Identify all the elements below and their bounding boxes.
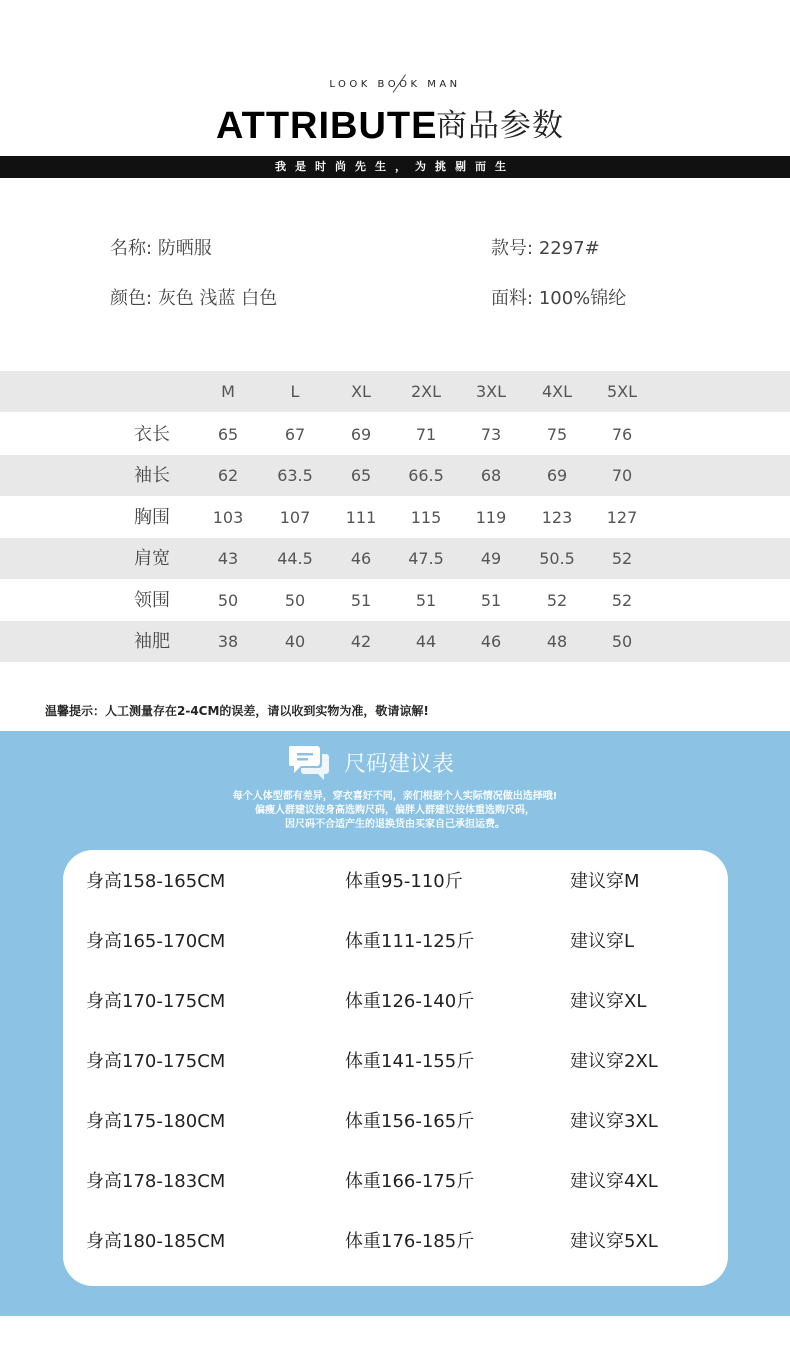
- weight-range: 体重176-185斤: [345, 1231, 475, 1252]
- fabric-value: 100%锦纶: [538, 288, 627, 309]
- table-cell: 65: [350, 466, 372, 485]
- weight-range: 体重166-175斤: [345, 1171, 475, 1192]
- table-cell: 75: [546, 425, 568, 444]
- suggested-size: 建议穿3XL: [570, 1111, 658, 1132]
- table-cell: 68: [480, 466, 502, 485]
- table-cell: 42: [350, 632, 372, 651]
- row-label: 袖长: [134, 465, 170, 486]
- slogan: 我是时尚先生，为挑剔而生: [275, 160, 515, 173]
- table-cell: 47.5: [408, 549, 444, 568]
- weight-range: 体重141-155斤: [345, 1051, 475, 1072]
- table-cell: 44.5: [277, 549, 313, 568]
- table-cell: 50: [611, 632, 633, 651]
- height-range: 身高180-185CM: [86, 1231, 226, 1252]
- table-cell: 62: [217, 466, 239, 485]
- table-cell: 38: [217, 632, 239, 651]
- suggested-size: 建议穿4XL: [570, 1171, 658, 1192]
- row-label: 肩宽: [134, 548, 170, 569]
- table-cell: 50: [284, 591, 306, 610]
- color-label: 颜色:: [110, 288, 153, 309]
- color-value: 灰色 浅蓝 白色: [157, 288, 278, 309]
- recommend-title: 尺码建议表: [344, 752, 455, 777]
- height-range: 身高175-180CM: [86, 1111, 226, 1132]
- table-cell: 65: [217, 425, 239, 444]
- table-cell: 48: [546, 632, 568, 651]
- table-cell: 115: [410, 508, 442, 527]
- code-label: 款号:: [491, 238, 534, 259]
- suggested-size: 建议穿XL: [570, 991, 647, 1012]
- weight-range: 体重126-140斤: [345, 991, 475, 1012]
- product-color: [110, 287, 277, 311]
- table-row: [0, 538, 790, 579]
- row-label: 衣长: [134, 424, 170, 445]
- table-cell: 103: [212, 508, 244, 527]
- title-english: ATTRIBUTE: [216, 105, 438, 147]
- table-cell: 66.5: [408, 466, 444, 485]
- table-cell: 43: [217, 549, 239, 568]
- col-header: 4XL: [541, 382, 573, 401]
- weight-range: 体重95-110斤: [345, 871, 463, 892]
- weight-range: 体重156-165斤: [345, 1111, 475, 1132]
- height-range: 身高158-165CM: [86, 871, 226, 892]
- col-header: 2XL: [410, 382, 442, 401]
- name-value: 防晒服: [157, 238, 212, 259]
- table-cell: 46: [350, 549, 372, 568]
- title-chinese: 商品参数: [436, 108, 564, 144]
- table-cell: 107: [279, 508, 311, 527]
- suggested-size: 建议穿5XL: [570, 1231, 658, 1252]
- product-code: [491, 237, 600, 261]
- height-range: 身高165-170CM: [86, 931, 226, 952]
- table-row: [0, 497, 790, 538]
- fabric-label: 面料:: [491, 288, 534, 309]
- col-header: L: [290, 382, 300, 401]
- height-range: 身高170-175CM: [86, 991, 226, 1012]
- table-cell: 123: [541, 508, 573, 527]
- table-cell: 49: [480, 549, 502, 568]
- table-row: [0, 621, 790, 662]
- chat-bubbles-icon: [289, 742, 331, 784]
- recommend-note: 因尺码不合适产生的退换货由买家自己承担运费。: [285, 819, 505, 830]
- table-cell: 119: [475, 508, 507, 527]
- table-row: [0, 580, 790, 621]
- recommend-note: 偏瘦人群建议按身高选购尺码，偏胖人群建议按体重选购尺码，: [255, 805, 535, 816]
- col-header: 3XL: [475, 382, 507, 401]
- table-cell: 52: [611, 591, 633, 610]
- suggested-size: 建议穿L: [570, 931, 635, 952]
- table-cell: 51: [415, 591, 437, 610]
- weight-range: 体重111-125斤: [345, 931, 475, 952]
- suggested-size: 建议穿M: [570, 871, 640, 892]
- table-cell: 52: [546, 591, 568, 610]
- col-header: M: [221, 382, 235, 401]
- table-row: [0, 414, 790, 455]
- col-header: XL: [351, 382, 371, 401]
- row-label: 领围: [134, 590, 170, 611]
- height-range: 身高170-175CM: [86, 1051, 226, 1072]
- table-cell: 50: [217, 591, 239, 610]
- table-header-row: [0, 371, 790, 412]
- suggested-size: 建议穿2XL: [570, 1051, 658, 1072]
- table-cell: 52: [611, 549, 633, 568]
- brand-line: LOOK BOOK MAN: [329, 79, 461, 90]
- row-label: 胸围: [134, 507, 170, 528]
- table-cell: 73: [480, 425, 502, 444]
- table-cell: 111: [345, 508, 377, 527]
- table-cell: 71: [415, 425, 437, 444]
- measurement-tip: 温馨提示：人工测量存在2-4CM的误差，请以收到实物为准，敬请谅解!: [45, 704, 429, 718]
- recommend-note: 每个人体型都有差异，穿衣喜好不同，亲们根据个人实际情况做出选择哦!: [232, 791, 558, 802]
- table-cell: 76: [611, 425, 633, 444]
- table-cell: 51: [350, 591, 372, 610]
- table-cell: 127: [606, 508, 638, 527]
- table-cell: 44: [415, 632, 437, 651]
- table-cell: 46: [480, 632, 502, 651]
- table-cell: 70: [611, 466, 633, 485]
- col-header: 5XL: [606, 382, 638, 401]
- product-fabric: [491, 287, 626, 311]
- height-range: 身高178-183CM: [86, 1171, 226, 1192]
- recommend-card: [63, 850, 728, 1286]
- table-cell: 63.5: [277, 466, 313, 485]
- table-cell: 69: [350, 425, 372, 444]
- table-row: [0, 455, 790, 496]
- table-cell: 67: [284, 425, 306, 444]
- table-cell: 40: [284, 632, 306, 651]
- table-cell: 50.5: [539, 549, 575, 568]
- table-cell: 69: [546, 466, 568, 485]
- table-cell: 51: [480, 591, 502, 610]
- product-name: [110, 237, 212, 261]
- row-label: 袖肥: [134, 631, 170, 652]
- code-value: 2297#: [538, 238, 600, 259]
- name-label: 名称:: [110, 238, 153, 259]
